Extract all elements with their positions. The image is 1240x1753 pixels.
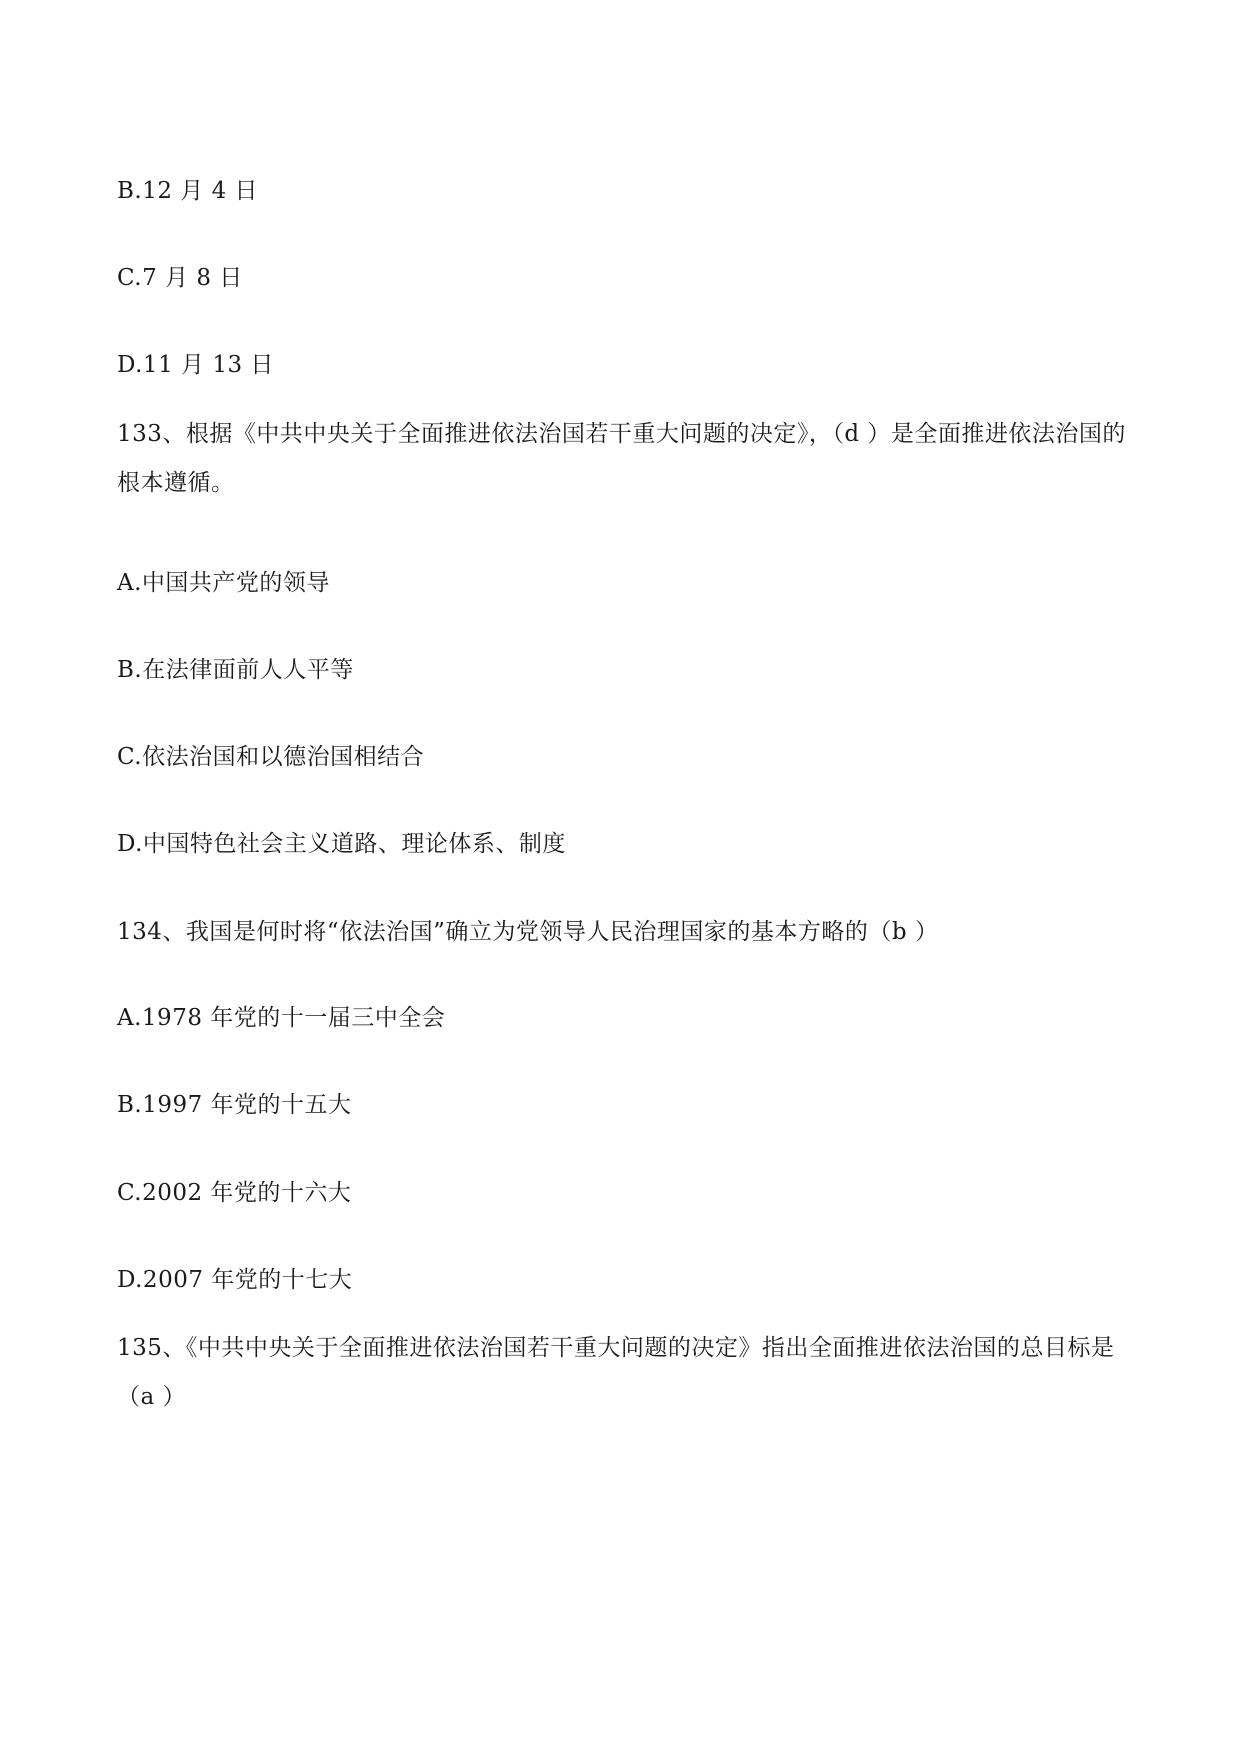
question-134-option-c: C.2002 年党的十六大 [117, 1180, 352, 1206]
question-135-text: 135、《中共中央关于全面推进依法治国若干重大问题的决定》指出全面推进依法治国的总目标是（a ） [117, 1335, 1115, 1410]
question-134-option-d: D.2007 年党的十七大 [117, 1267, 353, 1293]
question-133-text: 133、根据《中共中央关于全面推进依法治国若干重大问题的决定》，（d ）是全面推进依法治国的根本遵循。 [117, 421, 1126, 496]
question-134-option-a: A.1978 年党的十一届三中全会 [117, 1005, 446, 1031]
question-132-option-c: C.7 月 8 日 [117, 265, 243, 291]
question-133-option-b: B.在法律面前人人平等 [117, 657, 354, 683]
question-132-option-b: B.12 月 4 日 [117, 178, 259, 204]
question-132-option-d: D.11 月 13 日 [117, 352, 274, 378]
question-134-option-b: B.1997 年党的十五大 [117, 1092, 352, 1118]
question-133-option-c: C.依法治国和以德治国相结合 [117, 744, 425, 770]
question-134-text: 134、我国是何时将“依法治国”确立为党领导人民治理国家的基本方略的（b ） [117, 919, 939, 945]
question-133-option-a: A.中国共产党的领导 [117, 570, 330, 596]
question-133-option-d: D.中国特色社会主义道路、理论体系、制度 [117, 831, 566, 857]
